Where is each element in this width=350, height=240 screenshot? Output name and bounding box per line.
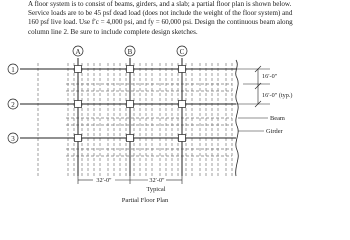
- dim-right-typ: 16′-0″ (typ.): [262, 92, 293, 99]
- dim-bottom-left: 32′-0″: [96, 177, 112, 184]
- girders: [20, 58, 236, 176]
- dim-bottom-right: 32′-0″: [149, 177, 165, 184]
- caption-plan: Partial Floor Plan: [121, 197, 169, 204]
- row-label-1: 1: [11, 66, 15, 74]
- row-label-2: 2: [11, 101, 15, 109]
- dim-right-top: 16′-0″: [262, 73, 278, 80]
- bottom-dimension: [78, 176, 182, 184]
- problem-line-1: A floor system is to consist of beams, girders, and a slab; a partial floor plan is shown below.: [28, 0, 292, 8]
- column-label-c: C: [179, 48, 185, 56]
- row-label-3: 3: [11, 135, 15, 143]
- beams-dashed: [38, 63, 232, 176]
- problem-line-4: column line 2. Be sure to include complete design sketches.: [28, 27, 198, 36]
- column-label-a: A: [75, 48, 81, 56]
- problem-line-2: Service loads are to be 45 psf dead load (does not include the weight of the floor system) and: [28, 9, 293, 18]
- break-line: [236, 60, 239, 176]
- column-label-b: B: [127, 48, 133, 56]
- label-girder: Girder: [266, 128, 283, 135]
- caption-typical: Typical: [146, 186, 166, 193]
- label-beam: Beam: [270, 115, 285, 122]
- problem-line-3: 160 psf live load. Use f′c = 4,000 psi, and fy = 60,000 psi. Design the continuous beam along: [28, 18, 293, 27]
